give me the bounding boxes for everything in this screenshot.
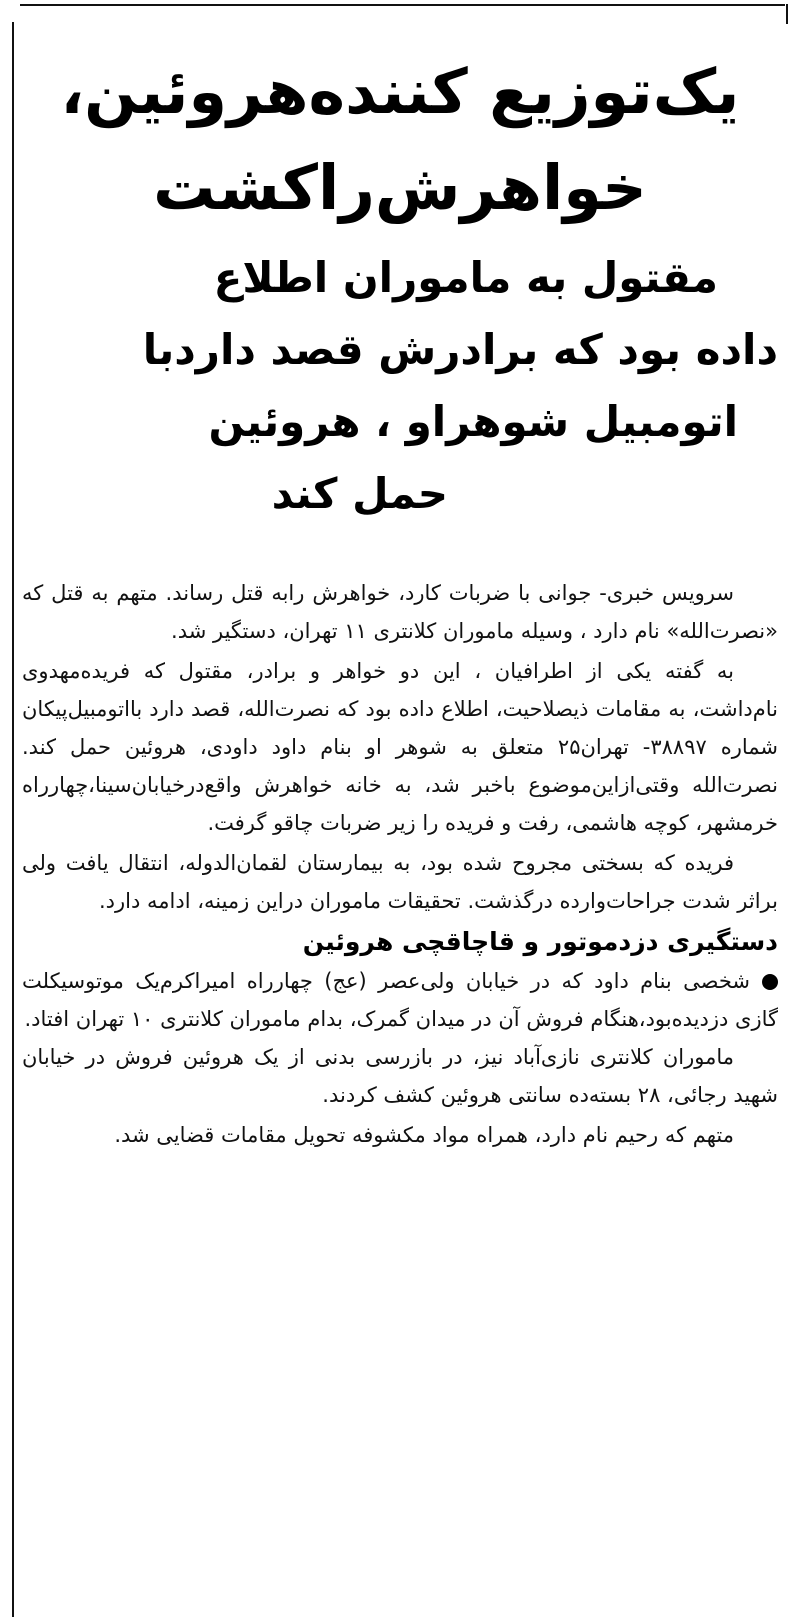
article-paragraph-2: به گفته یکی از اطرافیان ، این دو خواهر و برادر، مقتول که فریده‌مهدوی نام‌داشت، به مقامات ذیصلاحیت، اطلاع داده بود که نصرت‌الله، قصد دارد بااتومبیل‌پیکان شماره ۳۸۸۹۷- تهران۲۵ متعلق به شوهر او بنام داود داودی، هروئین حمل کند. نصرت‌الله وقتی‌ازاین‌موضوع باخبر شد، به خانه خواهرش واقع‌درخیابان‌سینا،چهارراه خرمشهر، کوچه هاشمی، رفت و فریده را زیر ضربات چاقو گرفت. [22,659,778,835]
article-body [22,574,778,1154]
bullet-icon [762,974,778,990]
article-paragraph-3: فریده که بسختی مجروح شده بود، به بیمارستان لقمان‌الدوله، انتقال یافت ولی براثر شدت جراحات‌وارده درگذشت. تحقیقات ماموران دراین زمینه، ادامه دارد. [22,851,778,913]
subheadline [22,242,778,530]
article-paragraph-1: سرویس خبری- جوانی با ضربات کارد، خواهرش رابه قتل رساند. متهم به قتل که «نصرت‌الله» نام دارد ، وسیله ماموران کلانتری ۱۱ تهران، دستگیر شد. [22,581,778,643]
section-2-title: دستگیری دزدموتور و قاچاقچی هروئین [302,927,778,956]
clipping-right-border [786,4,788,24]
headline-line-2: خواهرش‌راکشت [153,151,647,224]
subheadline-line-1: مقتول به ماموران اطلاع [213,253,718,302]
section-2-paragraph-1-text: شخصی بنام داود که در خیابان ولی‌عصر (عج) چهارراه امیراکرم‌یک موتوسیکلت گازی دزدیده‌بود،هنگام فروش آن در میدان گمرک، بدام ماموران کلانتری ۱۰ تهران افتاد. [22,969,778,1031]
section-2-paragraph-2: ماموران کلانتری نازی‌آباد نیز، در بازرسی بدنی از یک هروئین فروش در خیابان شهید رجائی، ۲۸ بسته‌ده سانتی هروئین کشف کردند. [22,1045,778,1107]
section-2-paragraph-3: متهم که رحیم نام دارد، همراه مواد مکشوفه تحویل مقامات قضایی شد. [114,1123,734,1147]
subheadline-line-2: داده بود که برادرش قصد داردبا [142,325,778,374]
subheadline-line-4: حمل کند [271,469,448,518]
clipping-top-border [20,4,785,6]
headline-line-1: یک‌توزیع کننده‌هروئین، [60,55,740,128]
subheadline-line-3: اتومبیل شوهراو ، هروئین [208,397,738,446]
newspaper-clipping [22,24,778,1609]
section-2-paragraph-1 [22,962,778,1038]
clipping-left-border [12,22,14,1617]
